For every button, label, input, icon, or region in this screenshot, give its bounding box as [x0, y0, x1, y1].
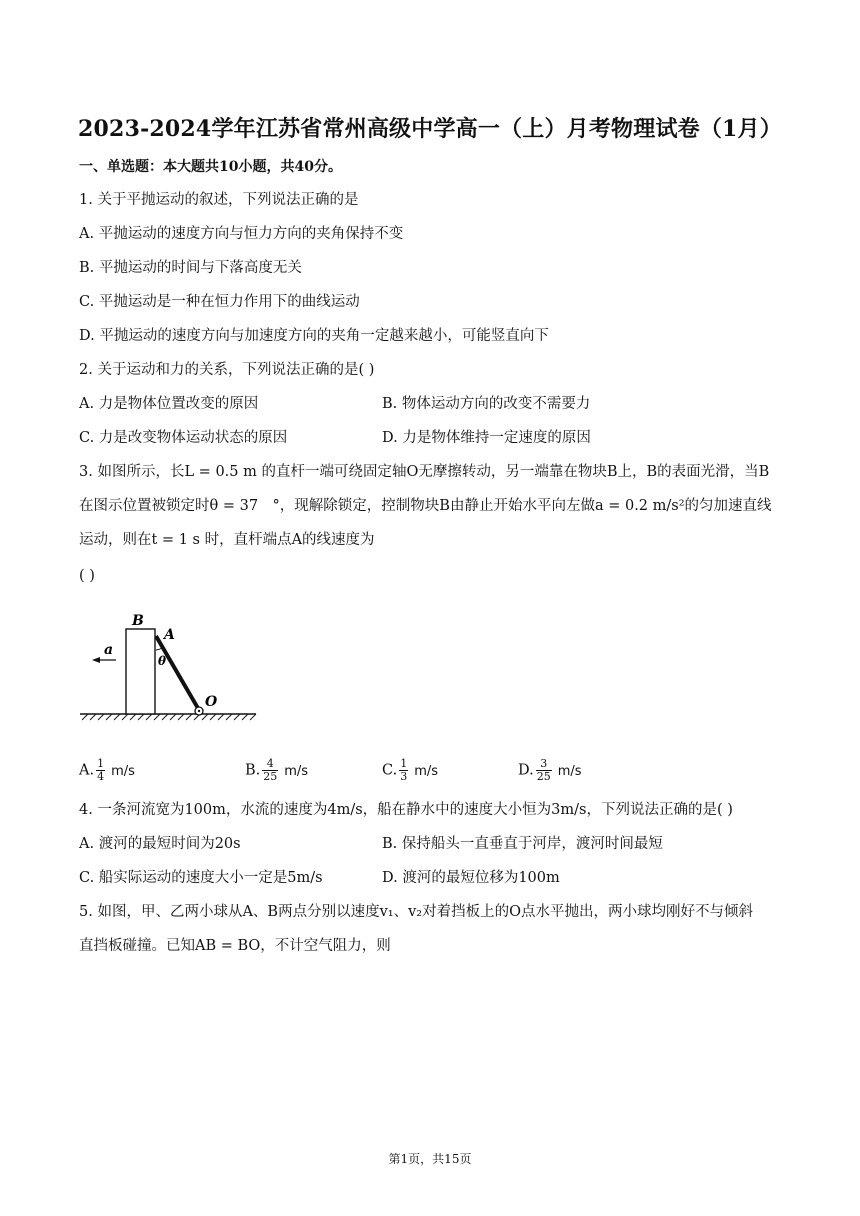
q3-stem-line3: 运动，则在t = 1 s 时，直杆端点A的线速度为	[79, 532, 375, 548]
q2-stem: 2. 关于运动和力的关系，下列说法正确的是( )	[79, 362, 375, 378]
q3-option-d: D. $\frac{3}{25}$ m/s	[518, 757, 582, 783]
q5-stem-line2: 直挡板碰撞。已知AB = BO，不计空气阻力，则	[79, 938, 391, 954]
theta-arc	[156, 648, 162, 650]
q3-stem-line1: 3. 如图所示，长L = 0.5 m 的直杆一端可绕固定轴O无摩擦转动，另一端靠在物块B上，B的表面光滑，当B	[79, 464, 770, 480]
q3-option-b: B. $\frac{4}{25}$ m/s	[245, 757, 309, 783]
q4-option-c: C. 船实际运动的速度大小一定是5m/s	[79, 870, 323, 886]
rod	[156, 636, 199, 710]
page-footer: 第1页，共15页	[388, 1152, 472, 1166]
label-theta: θ	[158, 654, 167, 668]
q4-stem: 4. 一条河流宽为100m，水流的速度为4m/s，船在静水中的速度大小恒为3m/s，下列说法正确的是( )	[79, 802, 733, 818]
exam-title: 2023-2024学年江苏省常州高级中学高一（上）月考物理试卷（1月）	[78, 116, 782, 142]
q3-option-c: C. $\frac{1}{3}$ m/s	[382, 757, 439, 783]
label-b: B	[132, 613, 144, 629]
q3-answer-paren: ( )	[79, 568, 95, 584]
q1-option-b: B. 平抛运动的时间与下落高度无关	[79, 260, 302, 276]
block-b	[126, 629, 155, 714]
q4-option-b: B. 保持船头一直垂直于河岸，渡河时间最短	[382, 836, 663, 852]
q3-option-a: A. $\frac{1}{4}$ m/s	[79, 757, 135, 783]
q2-option-b: B. 物体运动方向的改变不需要力	[382, 396, 591, 412]
q1-stem: 1. 关于平抛运动的叙述，下列说法正确的是	[79, 192, 359, 208]
q4-option-a: A. 渡河的最短时间为20s	[79, 836, 241, 852]
q5-stem-line1: 5. 如图，甲、乙两小球从A、B两点分别以速度v₁、v₂对着挡板上的O点水平抛出，两小球均刚好不与倾斜	[79, 904, 753, 920]
q2-option-c: C. 力是改变物体运动状态的原因	[79, 430, 288, 446]
q2-option-d: D. 力是物体维持一定速度的原因	[382, 430, 591, 446]
q4-option-d: D. 渡河的最短位移为100m	[382, 870, 560, 886]
label-o: O	[205, 694, 218, 710]
q3-figure	[78, 608, 262, 728]
q3-stem-line2: 在图示位置被锁定时θ = 37 °，现解除锁定，控制物块B由静止开始水平向左做a = 0.2 m/s²的匀加速直线	[79, 498, 772, 514]
label-accel: a	[104, 642, 114, 658]
q1-option-d: D. 平抛运动的速度方向与加速度方向的夹角一定越来越小，可能竖直向下	[79, 328, 549, 344]
q1-option-c: C. 平抛运动是一种在恒力作用下的曲线运动	[79, 294, 360, 310]
label-a-point: A	[164, 627, 175, 643]
ground-hatching	[80, 714, 256, 720]
section-heading: 一、单选题：本大题共10小题，共40分。	[79, 159, 342, 175]
q1-option-a: A. 平抛运动的速度方向与恒力方向的夹角保持不变	[79, 226, 404, 242]
q2-option-a: A. 力是物体位置改变的原因	[79, 396, 259, 412]
